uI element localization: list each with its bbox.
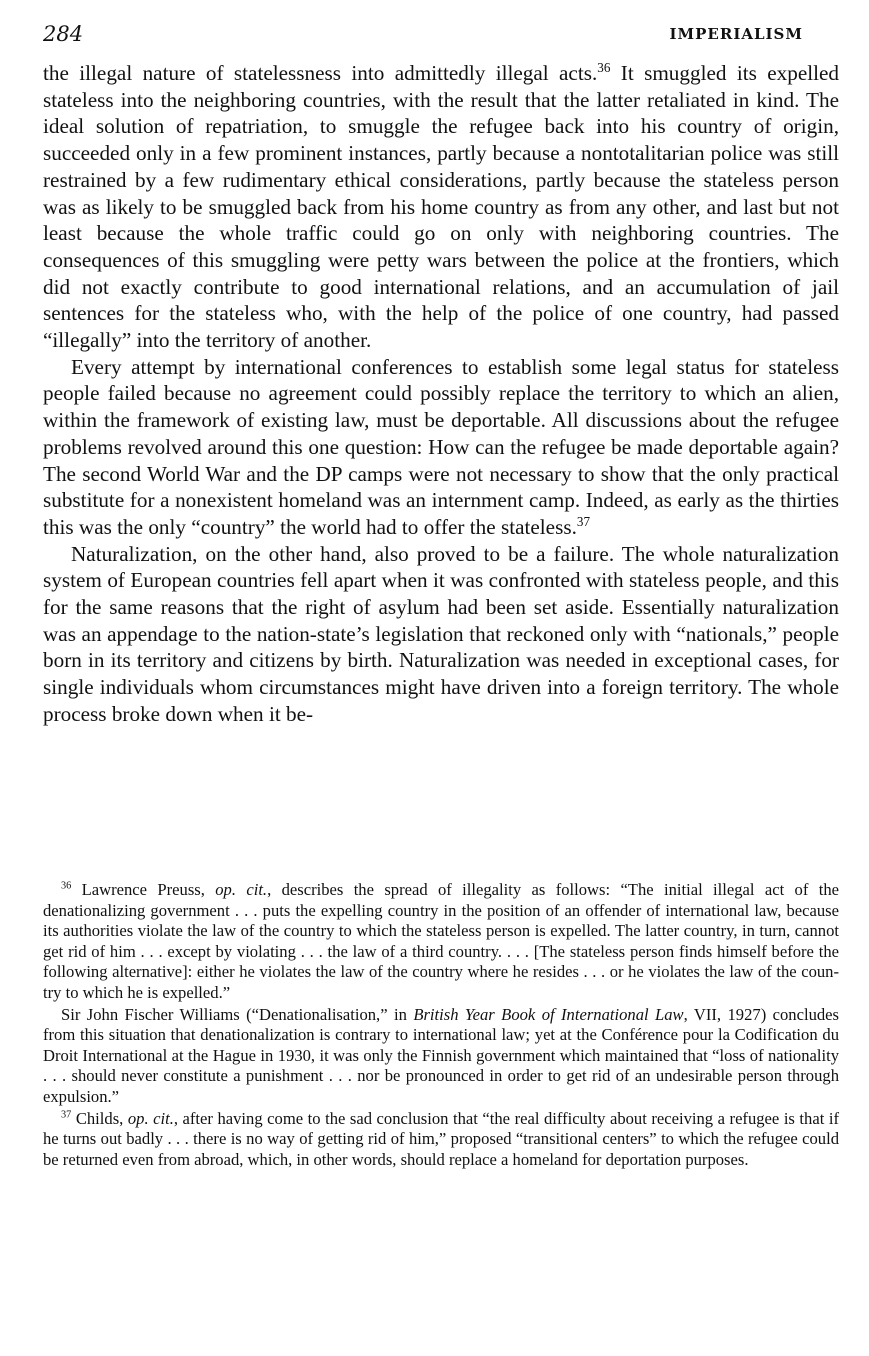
footnote-number-36: 36: [61, 880, 72, 892]
footnote-36-continued: Sir John Fischer Williams (“Denationalisation,” in British Year Book of International Law, VII, 1927) concludes from this situation that denationalization is contrary to international law; yet at the Conférence pour la Codification du Droit International at the Hague in 1930, it was only the Finnish government which maintained that “loss of nationality . . . should never constitute a punishment . . . nor be pronounced in order to get rid of an undesirable person through expulsion.”: [43, 1004, 839, 1106]
footnotes: [43, 880, 839, 1171]
paragraph-3: Naturalization, on the other hand, also proved to be a failure. The whole naturalization system of European countries fell apart when it was confronted with stateless people, and this for the same reasons that the right of asylum had been set aside. Essentially naturalization was an appendage to the nation-state’s legislation that reckoned only with “nationals,” people born in its territory and citizens by birth. Naturalization was needed in exceptional cases, for single individuals whom circumstances might have driven into a foreign territory. The whole process broke down when it be-: [43, 541, 839, 726]
footnote-ref-37: 37: [576, 513, 590, 529]
paragraph-2: Every attempt by international conferences to establish some legal status for stateless people failed because no agreement could possibly replace the territory to which an alien, within the framework of existing law, must be deportable. All discussions about the refugee problems revolved around this one question: How can the refugee be made deportable again? The second World War and the DP camps were not necessary to show that the only practical substitute for a nonexistent homeland was an internment camp. Indeed, as early as the thirties this was the only “country” the world had to offer the stateless.$^{37}$: [43, 354, 839, 539]
footnote-36: $^{36}$ Lawrence Preuss, op. cit., describes the spread of illegality as follows: “The initial illegal act of the denationalizing government . . . puts the expelling country in the position of an offender of international law, because its authorities violate the law of the country to which the stateless person is expelled. The latter country, in turn, cannot get rid of him . . . except by violating . . . the law of a third country. . . . [The stateless person finds himself before the following alternative]: either he violates the law of the country where he resides . . . or he violates the law of the country to which he is expelled.”: [43, 880, 840, 1002]
main-text: [43, 60, 839, 728]
footnote-number-37: 37: [61, 1109, 72, 1120]
journal-title: British Year Book of International Law: [413, 1004, 684, 1024]
paragraph-1: the illegal nature of statelessness into admittedly illegal acts.$^{36}$ It smuggled its expelled stateless into the neighboring countries, with the result that the latter retaliated in kind. The ideal solution of repatriation, to smuggle the refugee back into his country of origin, succeeded only in a few prominent instances, partly because a nontotalitarian police was still restrained by a few rudimentary ethical considerations, partly because the stateless person was as likely to be smuggled back from his home country as from any other, and last but not least because the whole traffic could go on only with neighboring countries. The consequences of this smuggling were petty wars between the police at the frontiers, which did not exactly contribute to good international relations, and an accumulation of jail sentences for the stateless who, with the help of the police of one country, had passed “illegally” into the territory of another.: [43, 59, 839, 353]
page-number: 284: [43, 22, 84, 46]
page-header: [43, 22, 803, 52]
running-head: IMPERIALISM: [669, 25, 803, 43]
footnote-ref-36: 36: [597, 59, 611, 75]
footnote-37: $^{37}$ Childs, op. cit., after having come to the sad conclusion that “the real difficulty about receiving a refugee is that if he turns out badly . . . there is no way of getting rid of him,” proposed “transitional centers” to which the refugee could be returned even from abroad, which, in other words, should replace a homeland for deportation purposes.: [43, 1108, 839, 1169]
